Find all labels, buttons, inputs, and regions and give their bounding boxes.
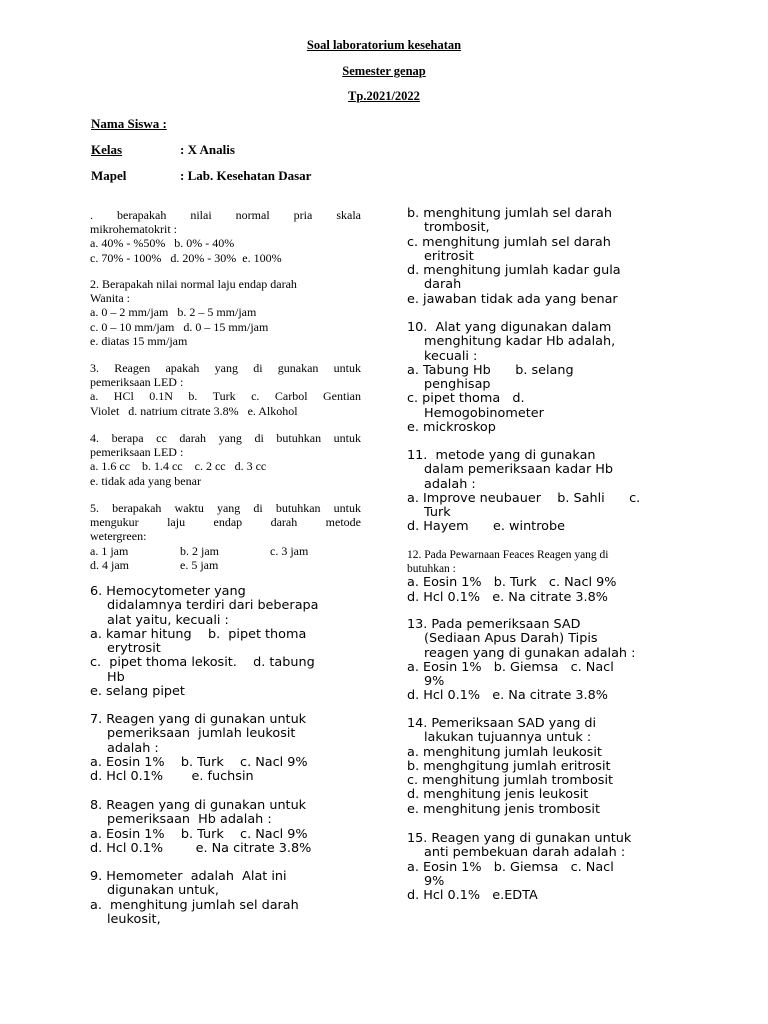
question-1-line: mikrohematokrit : <box>90 222 177 237</box>
question-10-text: 10. Alat yang digunakan dalam <box>407 320 612 335</box>
question-7-options: a. Eosin 1% b. Turk c. Nacl 9% <box>90 754 308 770</box>
question-5-option: a. 1 jam <box>90 543 129 558</box>
question-9-line: digunakan untuk, <box>107 883 219 899</box>
question-3-text: 3. Reagen apakah yang di gunakan untuk <box>90 361 361 375</box>
question-10-options: e. mickroskop <box>407 420 496 436</box>
subject-value: : Lab. Kesehatan Dasar <box>180 168 312 183</box>
question-13-options: d. Hcl 0.1% e. Na citrate 3.8% <box>407 688 608 704</box>
question-13-line: (Sediaan Apus Darah) Tipis <box>424 631 598 647</box>
question-11-options: a. Improve neubauer b. Sahli c. <box>407 490 641 506</box>
question-1 <box>90 208 361 265</box>
question-11-line: adalah : <box>424 476 476 492</box>
question-7-line: pemeriksaan jumlah leukosit <box>107 726 296 742</box>
question-13-text: 13. Pada pemeriksaan SAD <box>407 617 581 632</box>
question-9-options: trombosit, <box>424 220 490 236</box>
question-9-text: 9. Hemometer adalah Alat ini <box>90 869 287 884</box>
question-5-options-row <box>90 544 361 558</box>
question-6-options: erytrosit <box>107 641 161 657</box>
question-9-options: c. menghitung jumlah sel darah <box>407 234 611 250</box>
question-9 <box>90 870 365 927</box>
question-14-text: 14. Pemeriksaan SAD yang di <box>407 716 597 731</box>
question-8-line: pemeriksaan Hb adalah : <box>107 812 272 828</box>
class-value: : X Analis <box>180 142 235 157</box>
question-4-options: a. 1.6 cc b. 1.4 cc c. 2 cc d. 3 cc <box>90 459 267 474</box>
question-6-options: e. selang pipet <box>90 684 185 700</box>
question-1-text: . berapakah nilai normal pria skala <box>90 208 361 222</box>
question-14-options: d. menghitung jenis leukosit <box>407 787 589 803</box>
question-8-options: a. Eosin 1% b. Turk c. Nacl 9% <box>90 826 308 842</box>
question-5-options-row <box>90 558 361 572</box>
question-4 <box>90 431 361 488</box>
question-6 <box>90 585 365 699</box>
question-5-option: d. 4 jam <box>90 557 129 572</box>
question-15-options: a. Eosin 1% b. Giemsa c. Nacl <box>407 859 614 875</box>
question-15 <box>407 832 682 903</box>
year-label: Tp.2021/2022 <box>348 89 420 103</box>
subject-label: Mapel <box>91 168 127 183</box>
question-4-text: 4. berapa cc darah yang di butuhkan untuk <box>90 431 361 445</box>
question-9-options: a. menghitung jumlah sel darah <box>90 897 299 913</box>
question-5-line: mengukur laju endap darah metode <box>90 515 361 530</box>
question-6-text: 6. Hemocytometer yang <box>90 584 246 599</box>
student-name-label: Nama Siswa : <box>91 116 167 131</box>
question-2 <box>90 277 361 348</box>
question-12-options: a. Eosin 1% b. Turk c. Nacl 9% <box>407 575 617 591</box>
question-4-line: pemeriksaan LED : <box>90 445 184 460</box>
question-1-options: c. 70% - 100% d. 20% - 30% e. 100% <box>90 250 282 265</box>
question-10-options: c. pipet thoma d. <box>407 391 525 407</box>
question-15-line: anti pembekuan darah adalah : <box>424 845 626 861</box>
question-1-options: a. 40% - %50% b. 0% - 40% <box>90 236 235 251</box>
question-14-options: c. menghitung jumlah trombosit <box>407 773 614 789</box>
question-11-options: Turk <box>424 505 451 521</box>
question-4-options: e. tidak ada yang benar <box>90 473 201 488</box>
semester-label: Semester genap <box>342 64 426 78</box>
question-15-options: 9% <box>424 873 445 889</box>
question-5 <box>90 501 361 572</box>
question-11-options: d. Hayem e. wintrobe <box>407 519 566 535</box>
question-14 <box>407 717 682 817</box>
question-8-text: 8. Reagen yang di gunakan untuk <box>90 798 307 813</box>
question-2-options: a. 0 – 2 mm/jam b. 2 – 5 mm/jam <box>90 305 257 320</box>
question-2-text: 2. Berapakah nilai normal laju endap darah <box>90 277 297 291</box>
document-title: Soal laboratorium kesehatan <box>306 38 462 52</box>
question-6-options: c. pipet thoma lekosit. d. tabung <box>90 655 315 671</box>
question-6-line: didalamnya terdiri dari beberapa <box>107 598 319 614</box>
question-2-options: e. diatas 15 mm/jam <box>90 333 188 348</box>
question-12-options: d. Hcl 0.1% e. Na citrate 3.8% <box>407 589 608 605</box>
question-3 <box>90 361 361 418</box>
question-13-options: 9% <box>424 674 445 690</box>
question-12 <box>407 548 682 605</box>
question-13 <box>407 618 682 704</box>
question-11 <box>407 449 682 535</box>
question-12-text: 12. Pada Pewarnaan Feaces Reagen yang di <box>407 549 609 561</box>
question-5-text: 5. berapakah waktu yang di butuhkan untuk <box>90 501 361 515</box>
question-6-options: Hb <box>107 669 125 685</box>
question-9-options: darah <box>424 277 462 293</box>
question-11-text: 11. metode yang di gunakan <box>407 448 596 463</box>
question-13-line: reagen yang di gunakan adalah : <box>424 645 636 661</box>
question-5-option: e. 5 jam <box>180 557 219 572</box>
question-6-line: alat yaitu, kecuali : <box>107 612 229 628</box>
question-14-line: lakukan tujuannya untuk : <box>424 730 592 746</box>
question-7 <box>90 713 365 784</box>
question-3-options: Violet d. natrium citrate 3.8% e. Alkohol <box>90 403 298 418</box>
question-3-line: pemeriksaan LED : <box>90 375 184 390</box>
question-5-option: c. 3 jam <box>270 543 309 558</box>
question-5-option: b. 2 jam <box>180 543 219 558</box>
question-5-line: wetergreen: <box>90 529 147 544</box>
question-15-options: d. Hcl 0.1% e.EDTA <box>407 888 538 904</box>
question-9-options: d. menghitung jumlah kadar gula <box>407 263 621 279</box>
question-10-options: a. Tabung Hb b. selang <box>407 362 574 378</box>
question-7-options: d. Hcl 0.1% e. fuchsin <box>90 769 254 785</box>
question-2-line: Wanita : <box>90 291 131 306</box>
question-10 <box>407 321 682 435</box>
question-7-line: adalah : <box>107 740 159 756</box>
question-10-options: Hemogobinometer <box>424 405 544 421</box>
question-8 <box>90 799 365 856</box>
question-8-options: d. Hcl 0.1% e. Na citrate 3.8% <box>90 840 312 856</box>
question-6-options: a. kamar hitung b. pipet thoma <box>90 626 307 642</box>
question-12-line: butuhkan : <box>407 563 456 576</box>
question-2-options: c. 0 – 10 mm/jam d. 0 – 15 mm/jam <box>90 319 269 334</box>
question-14-options: e. menghitung jenis trombosit <box>407 801 600 817</box>
question-15-text: 15. Reagen yang di gunakan untuk <box>407 831 632 846</box>
question-10-line: menghitung kadar Hb adalah, <box>424 334 616 350</box>
question-11-line: dalam pemeriksaan kadar Hb <box>424 462 614 478</box>
question-3-options: a. HCl 0.1N b. Turk c. Carbol Gentian <box>90 389 361 404</box>
question-7-text: 7. Reagen yang di gunakan untuk <box>90 712 307 727</box>
question-14-options: b. menghgitung jumlah eritrosit <box>407 758 611 774</box>
question-10-line: kecuali : <box>424 348 478 364</box>
question-13-options: a. Eosin 1% b. Giemsa c. Nacl <box>407 659 614 675</box>
question-9-options: b. menghitung jumlah sel darah <box>407 206 612 221</box>
question-14-options: a. menghitung jumlah leukosit <box>407 744 602 760</box>
question-9-options: e. jawaban tidak ada yang benar <box>407 291 618 307</box>
question-9-continued <box>407 207 682 307</box>
question-9-options: leukosit, <box>107 911 161 927</box>
question-10-options: penghisap <box>424 377 491 393</box>
class-label: Kelas <box>91 142 123 157</box>
question-9-options: eritrosit <box>424 248 474 264</box>
